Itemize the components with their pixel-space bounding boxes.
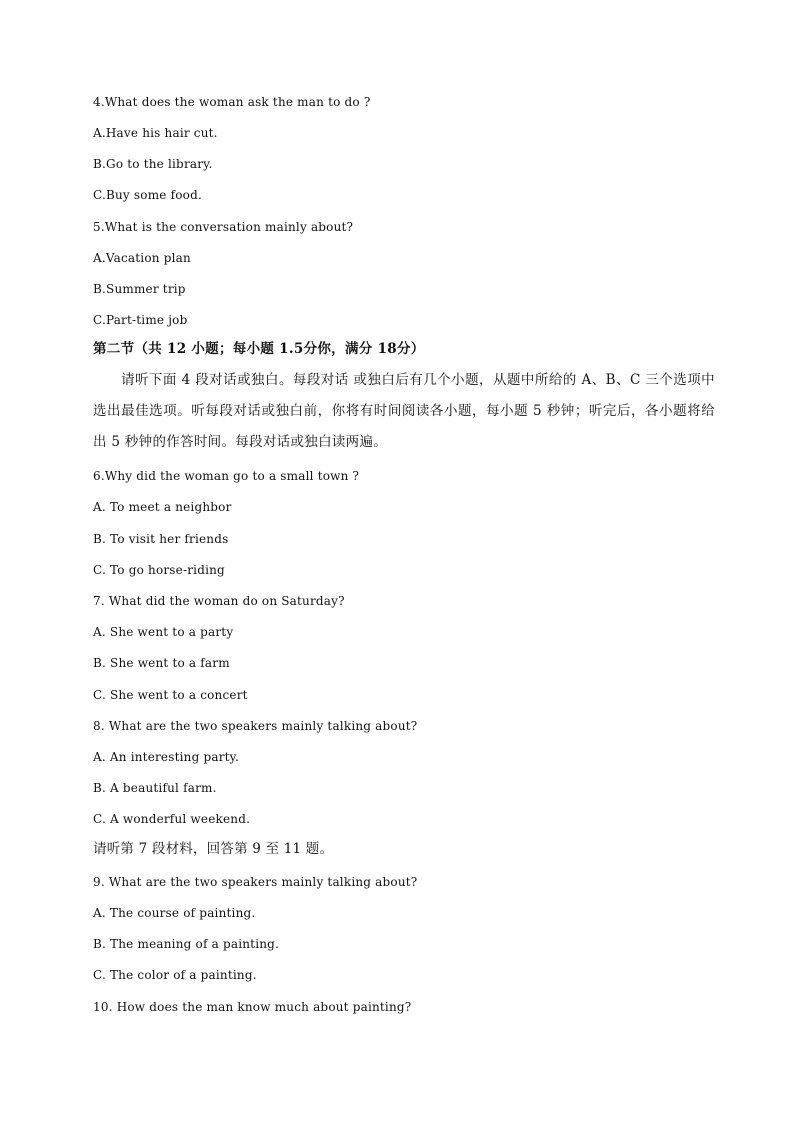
question-10: 10. How does the man know much about painting? — [93, 1000, 412, 1014]
question-5-option-c: C.Part-time job — [93, 313, 188, 327]
question-4-option-a: A.Have his hair cut. — [93, 126, 218, 140]
question-8-option-b: B. A beautiful farm. — [93, 781, 217, 795]
question-9-option-a: A. The course of painting. — [93, 906, 256, 920]
question-6-option-a: A. To meet a neighbor — [93, 500, 232, 514]
question-8-option-a: A. An interesting party. — [93, 750, 240, 764]
question-5-option-b: B.Summer trip — [93, 282, 186, 296]
question-9-option-c: C. The color of a painting. — [93, 968, 257, 982]
question-5: 5.What is the conversation mainly about? — [93, 220, 354, 234]
question-4-option-c: C.Buy some food. — [93, 188, 202, 202]
question-8-option-c: C. A wonderful weekend. — [93, 812, 251, 826]
question-6: 6.Why did the woman go to a small town ? — [93, 469, 360, 483]
document-page — [93, 0, 733, 1123]
question-4: 4.What does the woman ask the man to do ? — [93, 95, 371, 109]
question-7-option-c: C. She went to a concert — [93, 688, 248, 702]
question-5-option-a: A.Vacation plan — [93, 251, 191, 265]
question-7-option-b: B. She went to a farm — [93, 656, 230, 670]
question-4-option-b: B.Go to the library. — [93, 157, 213, 171]
question-7: 7. What did the woman do on Saturday? — [93, 594, 345, 608]
section-2-title: 第二节（共 12 小题；每小题 1.5分你，满分 18分） — [93, 341, 425, 357]
question-6-option-b: B. To visit her friends — [93, 532, 229, 546]
section-2-instructions: 请听下面 4 段对话或独白。每段对话 或独白后有几个小题，从题中所给的 A、B、C 三个选项中选出最佳选项。听每段对话或独白前，你将有时间阅读各小题，每小题 5 秒钟；听完后，各小题将给出 5 秒钟的作答时间。每段对话或独白读两遍。 — [93, 372, 715, 450]
question-9: 9. What are the two speakers mainly talking about? — [93, 875, 418, 889]
question-8: 8. What are the two speakers mainly talking about? — [93, 719, 418, 733]
material-note: 请听第 7 段材料，回答第 9 至 11 题。 — [93, 841, 334, 857]
question-9-option-b: B. The meaning of a painting. — [93, 937, 280, 951]
question-6-option-c: C. To go horse-riding — [93, 563, 225, 577]
question-7-option-a: A. She went to a party — [93, 625, 234, 639]
